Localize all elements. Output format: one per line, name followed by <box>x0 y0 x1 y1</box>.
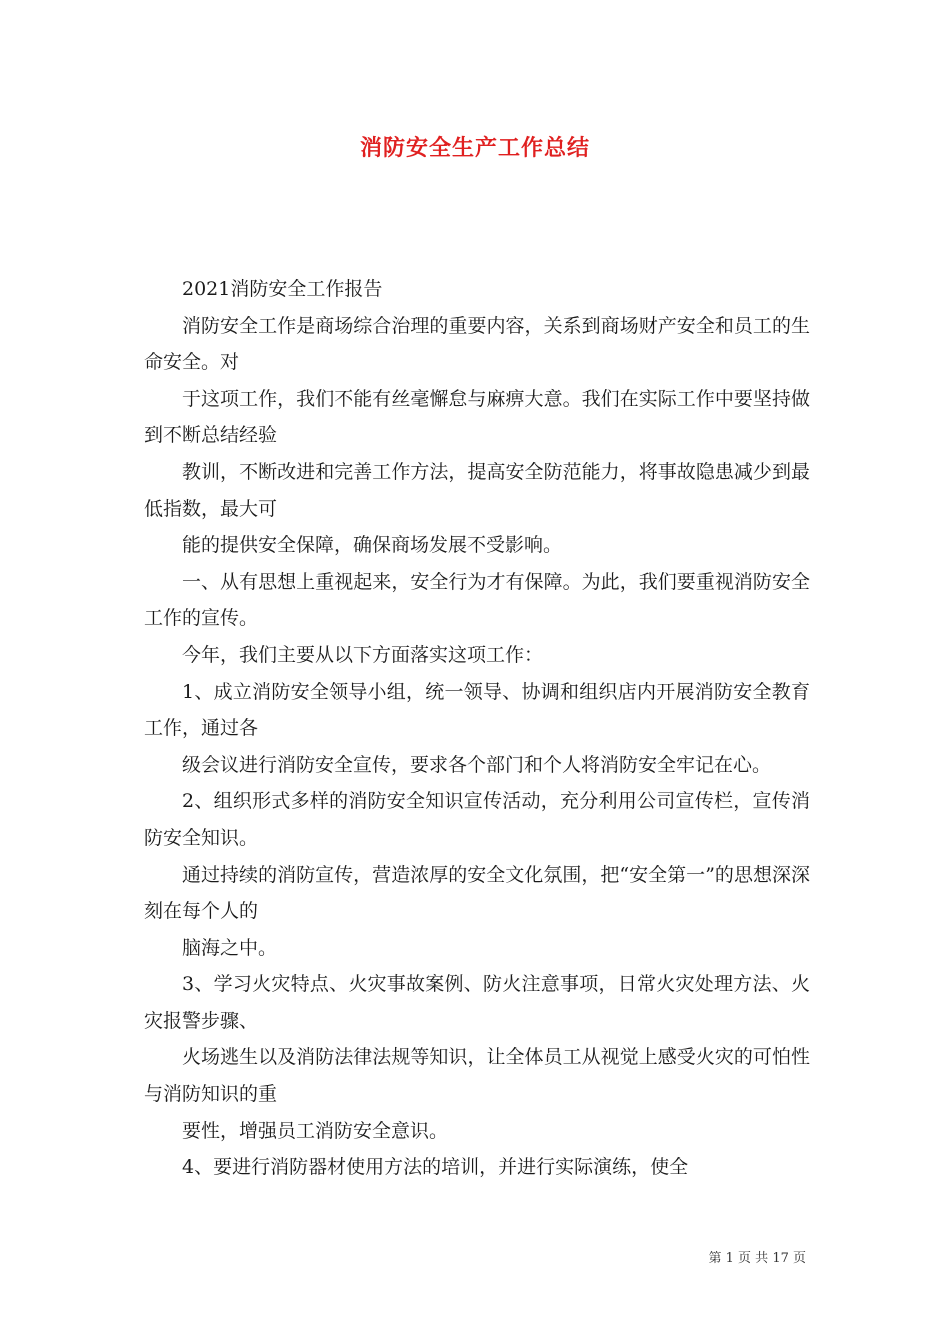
paragraph: 今年，我们主要从以下方面落实这项工作： <box>182 643 544 666</box>
document-body <box>144 271 810 1186</box>
paragraph: 通过持续的消防宣传，营造浓厚的安全文化氛围，把“安全第一”的思想深深刻在每个人的 <box>144 863 810 923</box>
paragraph: 要性，增强员工消防安全意识。 <box>182 1119 449 1142</box>
paragraph: 2、组织形式多样的消防安全知识宣传活动，充分利用公司宣传栏，宣传消防安全知识。 <box>144 790 810 849</box>
paragraph: 火场逃生以及消防法律法规等知识，让全体员工从视觉上感受火灾的可怕性与消防知识的重 <box>144 1046 810 1106</box>
paragraph: 能的提供安全保障，确保商场发展不受影响。 <box>182 534 563 557</box>
paragraph: 级会议进行消防安全宣传，要求各个部门和个人将消防安全牢记在心。 <box>182 753 772 776</box>
paragraph: 消防安全工作是商场综合治理的重要内容，关系到商场财产安全和员工的生命安全。对 <box>144 314 810 374</box>
paragraph: 教训，不断改进和完善工作方法，提高安全防范能力，将事故隐患减少到最低指数，最大可 <box>144 460 810 520</box>
paragraph: 脑海之中。 <box>182 936 278 959</box>
page-number-footer: 第 1 页 共 17 页 <box>708 1251 806 1266</box>
paragraph: 2021消防安全工作报告 <box>182 278 383 300</box>
paragraph: 于这项工作，我们不能有丝毫懈怠与麻痹大意。我们在实际工作中要坚持做到不断总结经验 <box>144 387 810 447</box>
document-title: 消防安全生产工作总结 <box>359 136 590 161</box>
paragraph: 3、学习火灾特点、火灾事故案例、防火注意事项，日常火灾处理方法、火灾报警步骤、 <box>144 973 810 1032</box>
paragraph: 1、成立消防安全领导小组，统一领导、协调和组织店内开展消防安全教育工作，通过各 <box>144 680 810 740</box>
paragraph: 4、要进行消防器材使用方法的培训，并进行实际演练，使全 <box>182 1156 689 1179</box>
paragraph: 一、从有思想上重视起来，安全行为才有保障。为此，我们要重视消防安全工作的宣传。 <box>144 570 810 630</box>
